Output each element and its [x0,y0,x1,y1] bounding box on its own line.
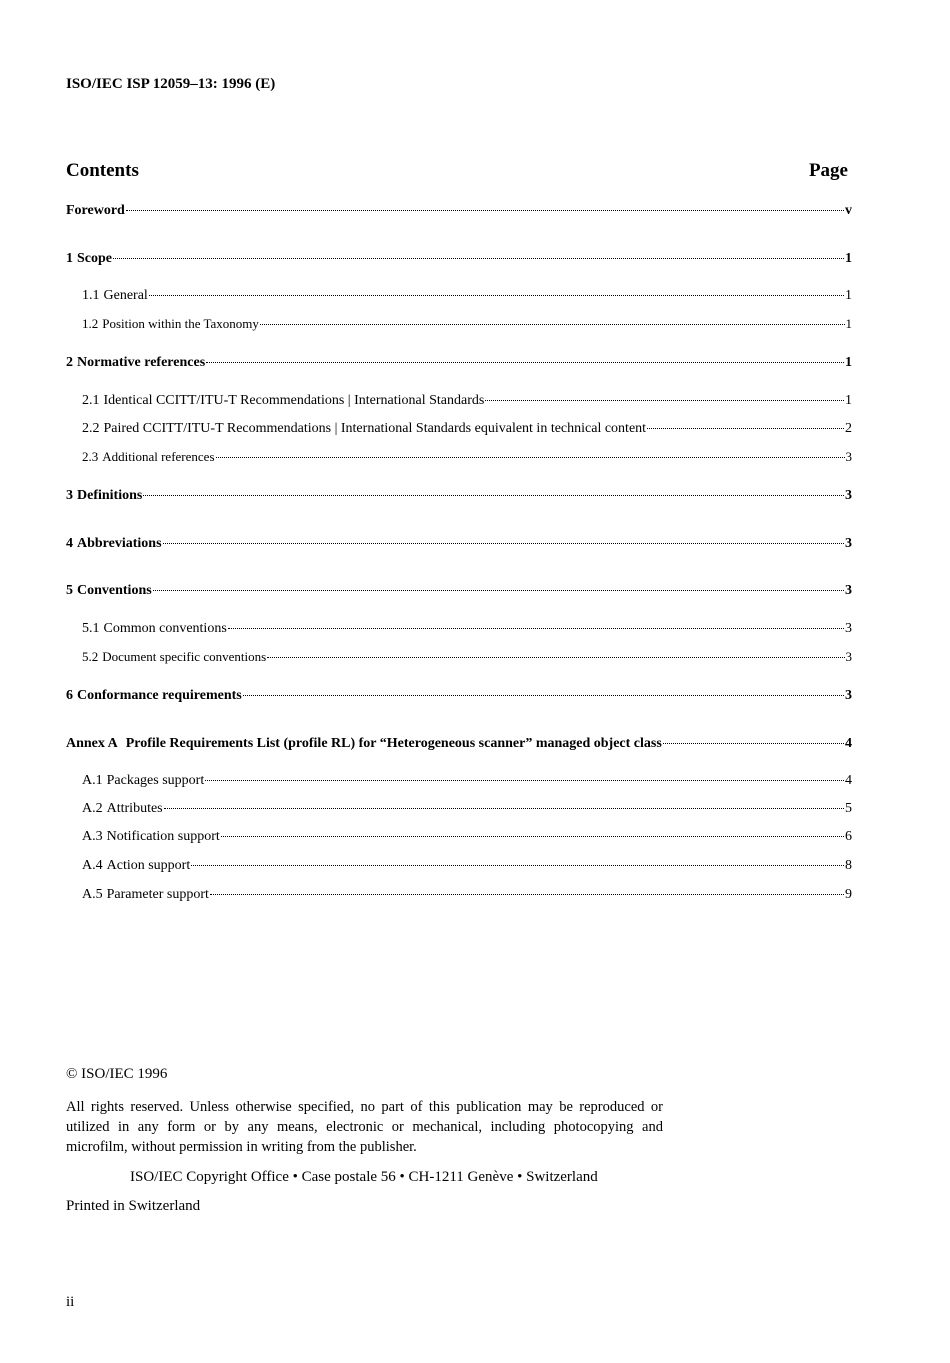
page-number: ii [66,1294,75,1310]
toc-entry[interactable] [66,488,852,504]
toc-leader-dots [163,543,844,544]
toc-entry-label [66,488,142,504]
toc-entry-number: 2.1 [82,393,100,408]
document-header: ISO/IEC ISP 12059–13: 1996 (E) [66,76,276,92]
toc-entry-number: 5.1 [82,621,100,636]
toc-entry-label [66,688,242,704]
toc-entry[interactable] [66,736,852,752]
toc-entry-text: Notification support [106,829,220,844]
toc-entry[interactable] [82,393,852,409]
copyright-line: © ISO/IEC 1996 [66,1066,168,1082]
toc-leader-dots [221,836,844,837]
toc-entry[interactable] [82,421,852,437]
toc-entry-number: A.2 [82,801,103,816]
toc-entry-page: 3 [845,688,852,703]
toc-entry-label [82,449,215,465]
toc-entry[interactable] [82,288,852,304]
toc-entry-number: 1.2 [82,316,99,331]
toc-entry-label [82,288,148,304]
toc-entry-text: Parameter support [106,887,209,902]
toc-leader-dots [216,457,845,458]
toc-leader-dots [663,743,844,744]
toc-entry-number: Annex A [66,736,118,751]
toc-entry-text: Scope [77,251,112,266]
toc-entry[interactable] [66,203,852,219]
toc-entry-number: A.3 [82,829,103,844]
toc-entry-label [82,421,646,437]
toc-entry-number: A.1 [82,773,103,788]
toc-leader-dots [113,258,844,259]
toc-entry-text: Abbreviations [77,536,162,551]
toc-entry-number: 5.2 [82,649,99,664]
toc-entry-page: 4 [845,773,852,788]
toc-entry-number: A.4 [82,858,103,873]
toc-entry[interactable] [82,887,852,903]
toc-entry-page: 3 [845,449,852,464]
toc-entry-label [66,355,205,371]
toc-entry-number: A.5 [82,887,103,902]
toc-entry-label [66,583,152,599]
toc-leader-dots [647,428,844,429]
toc-entry[interactable] [66,583,852,599]
copyright-block [66,1066,666,1215]
toc-entry-text: Attributes [106,801,163,816]
toc-entry-page: 3 [845,488,852,503]
toc-entry[interactable] [66,536,852,552]
toc-entry-text: Normative references [77,355,206,370]
toc-entry-text: Foreword [66,203,125,218]
toc-entry[interactable] [82,621,852,637]
toc-entry-label [82,316,259,332]
toc-entry-number: 3 [66,488,73,503]
toc-entry[interactable] [82,649,852,665]
toc-entry-page: 3 [845,536,852,551]
toc-entry-text: Additional references [102,449,215,464]
toc-leader-dots [228,628,844,629]
toc-entry-page: 4 [845,736,852,751]
toc-entry-text: Document specific conventions [102,649,267,664]
contents-heading [66,160,848,182]
toc-entry[interactable] [66,251,852,267]
toc-leader-dots [149,295,844,296]
toc-entry-text: Packages support [106,773,205,788]
toc-entry-label [82,621,227,637]
toc-entry-page: 1 [845,393,852,408]
toc-entry-label [82,858,190,874]
toc-entry-text: Definitions [77,488,143,503]
toc-entry-label [66,251,112,267]
toc-entry-label [82,887,209,903]
toc-entry-number: 2.2 [82,421,100,436]
toc-entry-number: 5 [66,583,73,598]
toc-entry-page: v [845,203,852,218]
toc-entry-label [82,773,204,789]
toc-leader-dots [260,324,845,325]
toc-entry-label [66,536,162,552]
toc-entry-text: Profile Requirements List (profile RL) for “Heterogeneous scanner” managed object class [125,736,662,751]
toc-leader-dots [164,808,844,809]
toc-leader-dots [210,894,844,895]
toc-leader-dots [143,495,844,496]
toc-entry-text: Conformance requirements [77,688,242,703]
toc-entry-number: 2 [66,355,73,370]
toc-entry-text: Common conventions [103,621,227,636]
toc-entry-page: 1 [845,251,852,266]
toc-entry-page: 2 [845,421,852,436]
toc-leader-dots [206,362,844,363]
contents-title: Contents [66,160,139,181]
toc-entry[interactable] [82,801,852,817]
toc-entry-label [66,203,125,219]
toc-entry[interactable] [82,316,852,332]
toc-entry-text: General [103,288,148,303]
toc-entry-text: Paired CCITT/ITU-T Recommendations | International Standards equivalent in technical content [103,421,647,436]
toc-entry-label [82,649,266,665]
toc-entry-number: 6 [66,688,73,703]
toc-entry-label [82,801,163,817]
toc-entry-text: Position within the Taxonomy [102,316,259,331]
toc-entry-text: Action support [106,858,191,873]
toc-entry-page: 1 [845,288,852,303]
toc-entry-page: 3 [845,621,852,636]
toc-entry-page: 5 [845,801,852,816]
toc-entry-number: 4 [66,536,73,551]
toc-entry-label [82,393,484,409]
toc-leader-dots [267,657,844,658]
toc-entry-page: 1 [845,355,852,370]
toc-entry[interactable] [66,688,852,704]
toc-leader-dots [126,210,844,211]
toc-entry-label [82,829,220,845]
toc-entry[interactable] [82,449,852,465]
toc-entry-page: 8 [845,858,852,873]
toc-entry-page: 1 [845,316,852,331]
toc-entry[interactable] [82,829,852,845]
toc-entry-number: 2.3 [82,449,99,464]
toc-entry-text: Conventions [77,583,152,598]
toc-leader-dots [153,590,844,591]
toc-entry-page: 6 [845,829,852,844]
toc-entry[interactable] [82,858,852,874]
page-column-label: Page [808,160,848,181]
toc-entry[interactable] [66,355,852,371]
copyright-office-address: ISO/IEC Copyright Office • Case postale 56 • CH-1211 Genève • Switzerland [130,1169,598,1185]
rights-statement: All rights reserved. Unless otherwise specified, no part of this publication may be reproduced or utilized in any form or by any means, electronic or mechanical, including photocopying and microfilm, without permission in writing from the publisher. [66,1099,663,1155]
toc-entry-page: 3 [845,583,852,598]
toc-entry-label [66,736,662,752]
toc-entry-page: 9 [845,887,852,902]
printed-in: Printed in Switzerland [66,1198,201,1214]
toc-leader-dots [191,865,844,866]
toc-entry-number: 1.1 [82,288,100,303]
toc-entry[interactable] [82,773,852,789]
toc-entry-number: 1 [66,251,73,266]
toc-leader-dots [205,780,844,781]
toc-leader-dots [243,695,844,696]
toc-entry-page: 3 [845,649,852,664]
toc-entry-text: Identical CCITT/ITU-T Recommendations | International Standards [103,393,485,408]
toc-leader-dots [485,400,844,401]
